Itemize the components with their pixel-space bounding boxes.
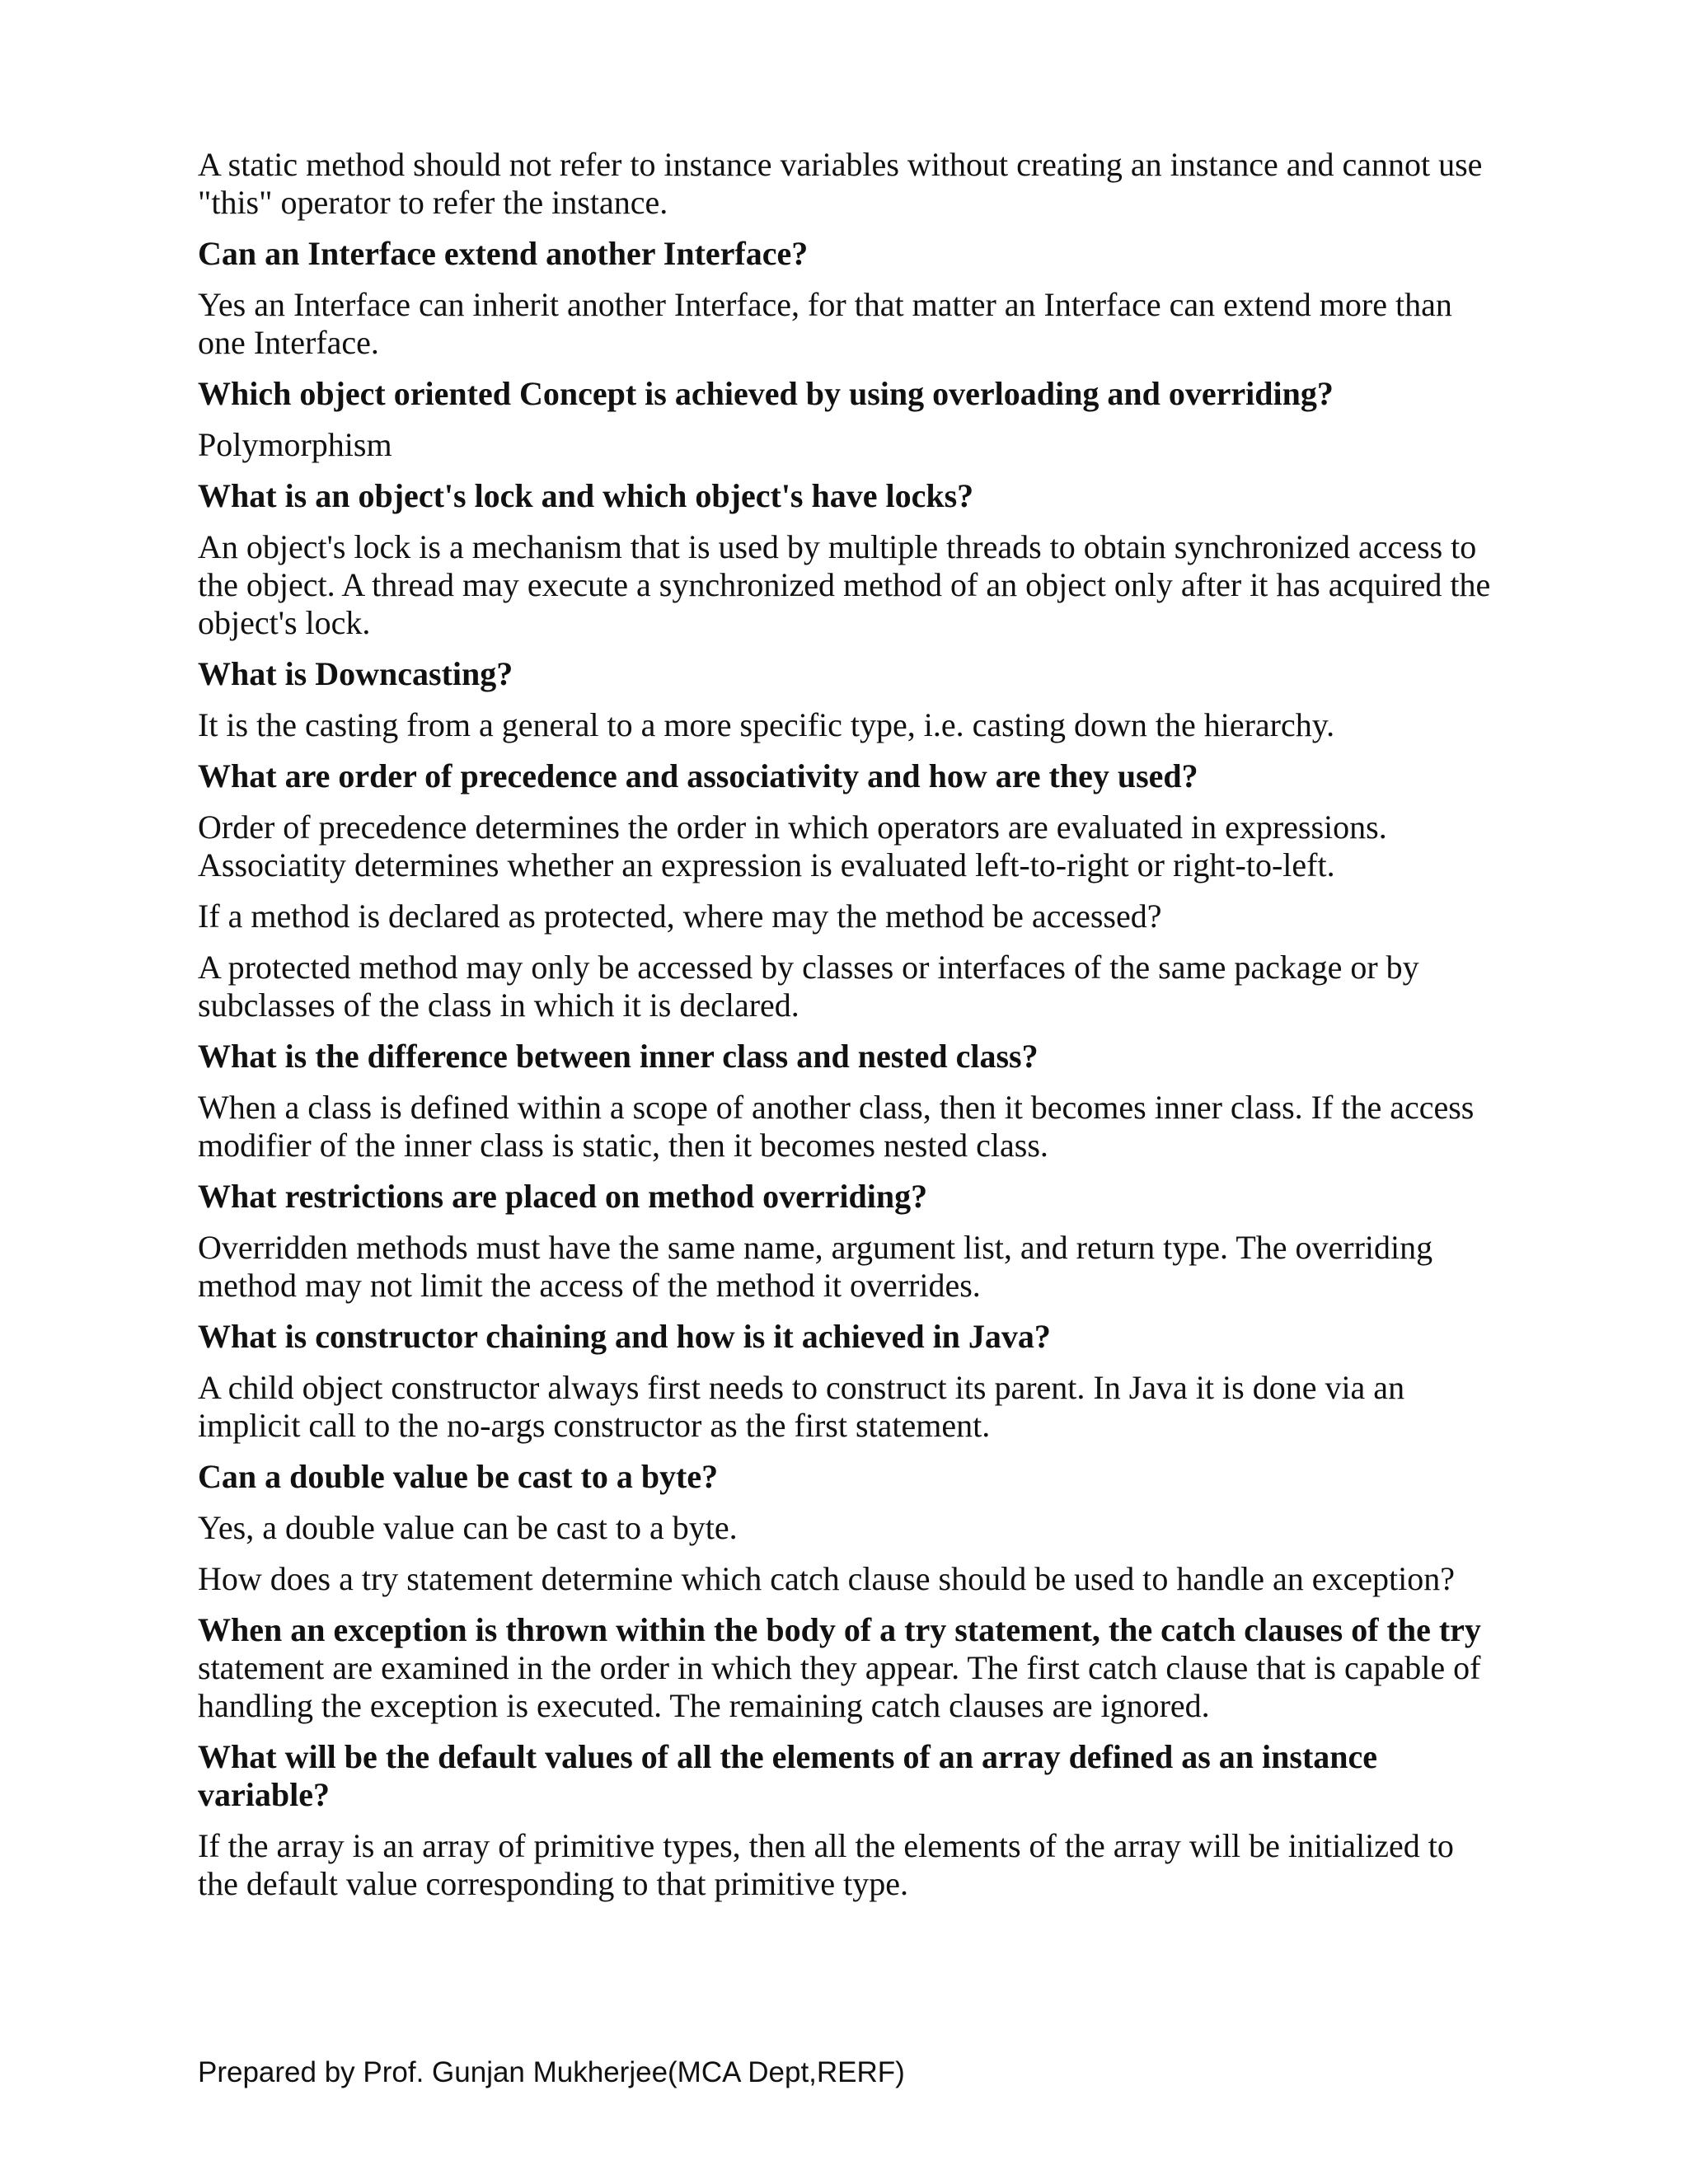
answer-text: When a class is defined within a scope of another class, then it becomes inner class. If the access modifier of the inner class is static, then it becomes nested class. [198,1089,1475,1164]
answer-text: Order of precedence determines the order in which operators are evaluated in expressions. Associatity determines whether an expression is evaluated left-to-right or right-to-left. [198,808,1387,883]
answer-text: Polymorphism [198,426,392,463]
answer-text: A child object constructor always first needs to construct its parent. In Java it is done via an implicit call to the no-args constructor as the first statement. [198,1369,1405,1444]
answer-text: Yes an Interface can inherit another Interface, for that matter an Interface can extend more than one Interface. [198,286,1452,361]
question-plain: If a method is declared as protected, where may the method be accessed? [198,898,1162,935]
answer-text: An object's lock is a mechanism that is used by multiple threads to obtain synchronized access to the object. A thread may execute a synchronized method of an object only after it has acquired the object's lock. [198,528,1491,641]
answer-rest: statement are examined in the order in which they appear. The first catch clause that is capable of handling the exception is executed. The remaining catch clauses are ignored. [198,1649,1481,1724]
answer-mixed [198,1611,1500,1725]
answer-text: Overridden methods must have the same name, argument list, and return type. The overriding method may not limit the access of the method it overrides. [198,1229,1433,1304]
answer-text: Yes, a double value can be cast to a byte. [198,1509,738,1546]
question-heading: What will be the default values of all the elements of an array defined as an instance variable? [198,1738,1378,1813]
question-heading: What restrictions are placed on method overriding? [198,1178,928,1215]
question-heading: What is constructor chaining and how is it achieved in Java? [198,1318,1051,1355]
question-heading: What is the difference between inner class and nested class? [198,1038,1039,1075]
answer-bold-lead: When an exception is thrown within the body of a try statement, the catch clauses of the try [198,1611,1481,1648]
answer-text: It is the casting from a general to a more specific type, i.e. casting down the hierarchy. [198,706,1335,743]
question-heading: What is an object's lock and which object's have locks? [198,477,974,514]
question-heading: Can a double value be cast to a byte? [198,1458,719,1495]
answer-text: A static method should not refer to instance variables without creating an instance and cannot use "this" operator to refer the instance. [198,146,1483,221]
question-heading: Which object oriented Concept is achieved by using overloading and overriding? [198,375,1334,412]
document-body [198,146,1500,1916]
question-plain: How does a try statement determine which catch clause should be used to handle an exception? [198,1560,1456,1597]
question-heading: What are order of precedence and associativity and how are they used? [198,757,1198,794]
answer-text: A protected method may only be accessed by classes or interfaces of the same package or by subclasses of the class in which it is declared. [198,949,1419,1024]
question-heading: Can an Interface extend another Interface? [198,235,809,272]
question-heading: What is Downcasting? [198,655,513,692]
page-footer: Prepared by Prof. Gunjan Mukherjee(MCA Dept,RERF) [198,2056,905,2088]
answer-text: If the array is an array of primitive types, then all the elements of the array will be initialized to the default value corresponding to that primitive type. [198,1827,1454,1902]
